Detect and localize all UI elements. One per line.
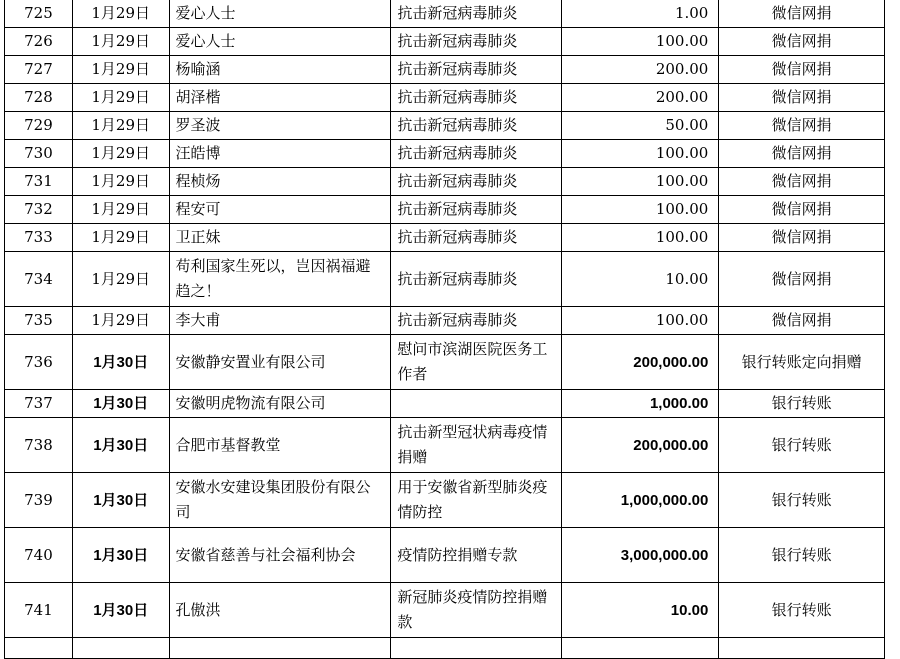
- row-number: 729: [5, 112, 73, 140]
- row-purpose: 抗击新冠病毒肺炎: [391, 140, 562, 168]
- row-method: 微信网捐: [719, 307, 885, 335]
- row-purpose: 新冠肺炎疫情防控捐赠款: [391, 583, 562, 638]
- row-method: 银行转账: [719, 390, 885, 418]
- row-date: 1月29日: [72, 196, 169, 224]
- row-number: 732: [5, 196, 73, 224]
- row-purpose: 用于安徽省新型肺炎疫情防控: [391, 473, 562, 528]
- row-number: 725: [5, 0, 73, 28]
- row-method: 微信网捐: [719, 0, 885, 28]
- row-amount: 10.00: [562, 583, 719, 638]
- row-method: 银行转账: [719, 528, 885, 583]
- row-donor-name: 杨喻涵: [169, 56, 391, 84]
- row-purpose: [391, 390, 562, 418]
- row-number: 740: [5, 528, 73, 583]
- empty-cell: [391, 638, 562, 659]
- table-row: [5, 168, 885, 196]
- row-donor-name: 程安可: [169, 196, 391, 224]
- row-amount: 100.00: [562, 28, 719, 56]
- table-row: [5, 84, 885, 112]
- row-donor-name: 卫正妹: [169, 224, 391, 252]
- row-date: 1月30日: [72, 390, 169, 418]
- row-donor-name: 李大甫: [169, 307, 391, 335]
- row-number: 736: [5, 335, 73, 390]
- row-amount: 100.00: [562, 196, 719, 224]
- row-purpose: 抗击新冠病毒肺炎: [391, 224, 562, 252]
- row-amount: 3,000,000.00: [562, 528, 719, 583]
- empty-cell: [169, 638, 391, 659]
- row-purpose: 抗击新冠病毒肺炎: [391, 0, 562, 28]
- table-row: [5, 140, 885, 168]
- row-number: 734: [5, 252, 73, 307]
- row-purpose: 抗击新冠病毒肺炎: [391, 84, 562, 112]
- table-row: [5, 390, 885, 418]
- table-row: [5, 307, 885, 335]
- table-row: [5, 473, 885, 528]
- row-amount: 200,000.00: [562, 335, 719, 390]
- row-amount: 100.00: [562, 224, 719, 252]
- row-number: 739: [5, 473, 73, 528]
- row-purpose: 抗击新冠病毒肺炎: [391, 168, 562, 196]
- row-amount: 100.00: [562, 307, 719, 335]
- row-date: 1月29日: [72, 112, 169, 140]
- row-purpose: 抗击新冠病毒肺炎: [391, 196, 562, 224]
- table-row-partial: [5, 638, 885, 659]
- row-number: 726: [5, 28, 73, 56]
- row-date: 1月29日: [72, 307, 169, 335]
- row-donor-name: 爱心人士: [169, 0, 391, 28]
- row-purpose: 抗击新冠病毒肺炎: [391, 307, 562, 335]
- row-method: 微信网捐: [719, 196, 885, 224]
- row-number: 728: [5, 84, 73, 112]
- row-amount: 10.00: [562, 252, 719, 307]
- row-purpose: 抗击新冠病毒肺炎: [391, 56, 562, 84]
- donation-table-body: [5, 0, 885, 659]
- row-amount: 1,000.00: [562, 390, 719, 418]
- table-row: [5, 418, 885, 473]
- row-donor-name: 合肥市基督教堂: [169, 418, 391, 473]
- row-date: 1月30日: [72, 335, 169, 390]
- row-amount: 1,000,000.00: [562, 473, 719, 528]
- row-date: 1月29日: [72, 252, 169, 307]
- donation-table: [4, 0, 885, 659]
- empty-cell: [5, 638, 73, 659]
- row-donor-name: 安徽明虎物流有限公司: [169, 390, 391, 418]
- row-donor-name: 安徽静安置业有限公司: [169, 335, 391, 390]
- row-number: 738: [5, 418, 73, 473]
- row-number: 735: [5, 307, 73, 335]
- table-row: [5, 528, 885, 583]
- row-date: 1月30日: [72, 473, 169, 528]
- table-row: [5, 335, 885, 390]
- row-method: 微信网捐: [719, 252, 885, 307]
- row-number: 730: [5, 140, 73, 168]
- row-method: 银行转账: [719, 473, 885, 528]
- table-row: [5, 252, 885, 307]
- table-row: [5, 56, 885, 84]
- row-date: 1月29日: [72, 84, 169, 112]
- row-purpose: 抗击新型冠状病毒疫情捐赠: [391, 418, 562, 473]
- row-number: 737: [5, 390, 73, 418]
- row-method: 银行转账: [719, 418, 885, 473]
- row-donor-name: 安徽省慈善与社会福利协会: [169, 528, 391, 583]
- row-method: 银行转账: [719, 583, 885, 638]
- empty-cell: [719, 638, 885, 659]
- row-donor-name: 汪皓博: [169, 140, 391, 168]
- row-donor-name: 程桢炀: [169, 168, 391, 196]
- row-date: 1月29日: [72, 0, 169, 28]
- row-number: 727: [5, 56, 73, 84]
- table-row: [5, 196, 885, 224]
- row-purpose: 慰问市滨湖医院医务工作者: [391, 335, 562, 390]
- row-method: 微信网捐: [719, 168, 885, 196]
- row-number: 733: [5, 224, 73, 252]
- row-donor-name: 苟利国家生死以，岂因祸福避趋之！: [169, 252, 391, 307]
- table-row: [5, 28, 885, 56]
- table-row: [5, 112, 885, 140]
- row-method: 微信网捐: [719, 224, 885, 252]
- row-amount: 1.00: [562, 0, 719, 28]
- row-amount: 100.00: [562, 168, 719, 196]
- row-purpose: 抗击新冠病毒肺炎: [391, 112, 562, 140]
- row-date: 1月30日: [72, 528, 169, 583]
- row-number: 741: [5, 583, 73, 638]
- row-amount: 100.00: [562, 140, 719, 168]
- row-amount: 200,000.00: [562, 418, 719, 473]
- row-amount: 200.00: [562, 84, 719, 112]
- row-date: 1月29日: [72, 56, 169, 84]
- row-donor-name: 罗圣波: [169, 112, 391, 140]
- row-number: 731: [5, 168, 73, 196]
- row-purpose: 抗击新冠病毒肺炎: [391, 252, 562, 307]
- empty-cell: [562, 638, 719, 659]
- row-purpose: 疫情防控捐赠专款: [391, 528, 562, 583]
- row-date: 1月29日: [72, 224, 169, 252]
- row-date: 1月30日: [72, 583, 169, 638]
- empty-cell: [72, 638, 169, 659]
- row-date: 1月30日: [72, 418, 169, 473]
- row-date: 1月29日: [72, 140, 169, 168]
- row-method: 银行转账定向捐赠: [719, 335, 885, 390]
- table-row: [5, 224, 885, 252]
- row-method: 微信网捐: [719, 112, 885, 140]
- row-method: 微信网捐: [719, 56, 885, 84]
- row-donor-name: 孔傲洪: [169, 583, 391, 638]
- row-method: 微信网捐: [719, 28, 885, 56]
- row-amount: 200.00: [562, 56, 719, 84]
- row-donor-name: 安徽水安建设集团股份有限公司: [169, 473, 391, 528]
- row-donor-name: 爱心人士: [169, 28, 391, 56]
- row-purpose: 抗击新冠病毒肺炎: [391, 28, 562, 56]
- row-method: 微信网捐: [719, 84, 885, 112]
- row-method: 微信网捐: [719, 140, 885, 168]
- row-amount: 50.00: [562, 112, 719, 140]
- row-donor-name: 胡泽楷: [169, 84, 391, 112]
- row-date: 1月29日: [72, 168, 169, 196]
- table-row: [5, 583, 885, 638]
- row-date: 1月29日: [72, 28, 169, 56]
- table-row: [5, 0, 885, 28]
